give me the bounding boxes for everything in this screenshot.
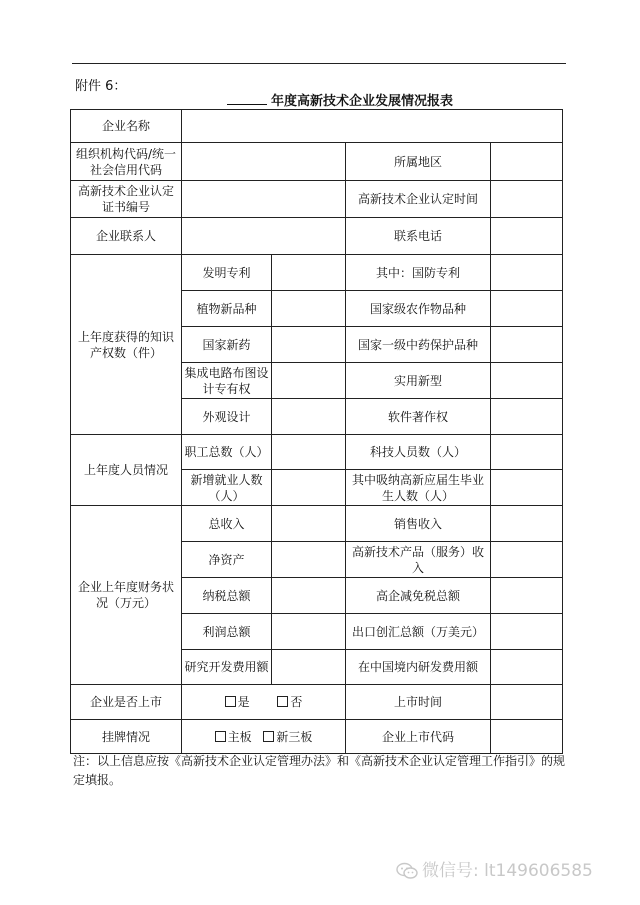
- listed-options: [182, 685, 346, 720]
- contact-field[interactable]: [182, 218, 346, 255]
- graduates-label: 其中吸纳高新应届生毕业生人数（人）: [346, 470, 491, 506]
- board-label: 挂牌情况: [71, 720, 182, 754]
- cert-time-field[interactable]: [491, 181, 563, 218]
- main-board-checkbox[interactable]: [215, 731, 226, 742]
- export-earnings-label: 出口创汇总额（万美元）: [346, 614, 491, 650]
- tcm-label: 国家一级中药保护品种: [346, 327, 491, 363]
- crop-variety-field[interactable]: [491, 291, 563, 327]
- new-jobs-label: 新增就业人数（人）: [182, 470, 272, 506]
- board-options: [182, 720, 346, 754]
- design-patent-field[interactable]: [272, 399, 346, 435]
- crop-variety-label: 国家级农作物品种: [346, 291, 491, 327]
- tech-staff-label: 科技人员数（人）: [346, 435, 491, 470]
- ic-layout-field[interactable]: [272, 363, 346, 399]
- neeq-label: 新三板: [276, 729, 313, 744]
- defense-patent-field[interactable]: [491, 255, 563, 291]
- rd-expense-field[interactable]: [272, 650, 346, 685]
- invention-patent-label: 发明专利: [182, 255, 272, 291]
- software-copyright-label: 软件著作权: [346, 399, 491, 435]
- report-title: [227, 90, 453, 109]
- phone-label: 联系电话: [346, 218, 491, 255]
- utility-model-label: 实用新型: [346, 363, 491, 399]
- plant-variety-field[interactable]: [272, 291, 346, 327]
- footnote: 注：以上信息应按《高新技术企业认定管理办法》和《高新技术企业认定管理工作指引》的规定填报。: [73, 754, 566, 787]
- hightech-income-field[interactable]: [491, 542, 563, 578]
- watermark: [396, 856, 593, 881]
- region-label: 所属地区: [346, 143, 491, 181]
- listed-yes-checkbox[interactable]: [225, 696, 236, 707]
- software-copyright-field[interactable]: [491, 399, 563, 435]
- company-name-field[interactable]: [182, 110, 563, 143]
- org-code-label: 组织机构代码/统一社会信用代码: [71, 143, 182, 181]
- total-profit-label: 利润总额: [182, 614, 272, 650]
- report-title-text: 年度高新技术企业发展情况报表: [271, 94, 454, 109]
- cert-no-label: 高新技术企业认定证书编号: [71, 181, 182, 218]
- listing-time-label: 上市时间: [346, 685, 491, 720]
- total-tax-field[interactable]: [272, 578, 346, 614]
- total-staff-label: 职工总数（人）: [182, 435, 272, 470]
- main-board-label: 主板: [227, 729, 252, 744]
- region-field[interactable]: [491, 143, 563, 181]
- net-assets-label: 净资产: [182, 542, 272, 578]
- ic-layout-label: 集成电路布图设计专有权: [182, 363, 272, 399]
- listing-time-field[interactable]: [491, 685, 563, 720]
- total-staff-field[interactable]: [272, 435, 346, 470]
- rd-expense-label: 研究开发费用额: [182, 650, 272, 685]
- defense-patent-label: 其中：国防专利: [346, 255, 491, 291]
- total-revenue-field[interactable]: [272, 506, 346, 542]
- total-profit-field[interactable]: [272, 614, 346, 650]
- new-drug-field[interactable]: [272, 327, 346, 363]
- hightech-income-label: 高新技术产品（服务）收入: [346, 542, 491, 578]
- sales-revenue-field[interactable]: [491, 506, 563, 542]
- finance-section-label: 企业上年度财务状况（万元）: [71, 506, 182, 685]
- report-table: [70, 109, 563, 754]
- total-tax-label: 纳税总额: [182, 578, 272, 614]
- new-drug-label: 国家新药: [182, 327, 272, 363]
- sales-revenue-label: 销售收入: [346, 506, 491, 542]
- year-blank[interactable]: [227, 94, 267, 105]
- wechat-icon: [396, 862, 418, 880]
- utility-model-field[interactable]: [491, 363, 563, 399]
- phone-field[interactable]: [491, 218, 563, 255]
- annex-label: 附件 6：: [75, 79, 127, 94]
- listed-no-label: 否: [290, 695, 303, 709]
- cert-no-field[interactable]: [182, 181, 346, 218]
- invention-patent-field[interactable]: [272, 255, 346, 291]
- listed-no-checkbox[interactable]: [277, 696, 288, 707]
- cert-time-label: 高新技术企业认定时间: [346, 181, 491, 218]
- company-name-label: 企业名称: [71, 110, 182, 143]
- new-jobs-field[interactable]: [272, 470, 346, 506]
- tcm-field[interactable]: [491, 327, 563, 363]
- tax-exemption-label: 高企减免税总额: [346, 578, 491, 614]
- watermark-text: 微信号: lt149606585: [422, 861, 593, 881]
- org-code-field[interactable]: [182, 143, 346, 181]
- top-rule: [72, 63, 566, 64]
- plant-variety-label: 植物新品种: [182, 291, 272, 327]
- design-patent-label: 外观设计: [182, 399, 272, 435]
- tech-staff-field[interactable]: [491, 435, 563, 470]
- net-assets-field[interactable]: [272, 542, 346, 578]
- export-earnings-field[interactable]: [491, 614, 563, 650]
- ip-section-label: 上年度获得的知识产权数（件）: [71, 255, 182, 435]
- graduates-field[interactable]: [491, 470, 563, 506]
- rd-china-field[interactable]: [491, 650, 563, 685]
- total-revenue-label: 总收入: [182, 506, 272, 542]
- contact-label: 企业联系人: [71, 218, 182, 255]
- staff-section-label: 上年度人员情况: [71, 435, 182, 506]
- rd-china-label: 在中国境内研发费用额: [346, 650, 491, 685]
- neeq-checkbox[interactable]: [263, 731, 274, 742]
- stock-code-label: 企业上市代码: [346, 720, 491, 754]
- tax-exemption-field[interactable]: [491, 578, 563, 614]
- stock-code-field[interactable]: [491, 720, 563, 754]
- listed-yes-label: 是: [237, 695, 250, 709]
- listed-label: 企业是否上市: [71, 685, 182, 720]
